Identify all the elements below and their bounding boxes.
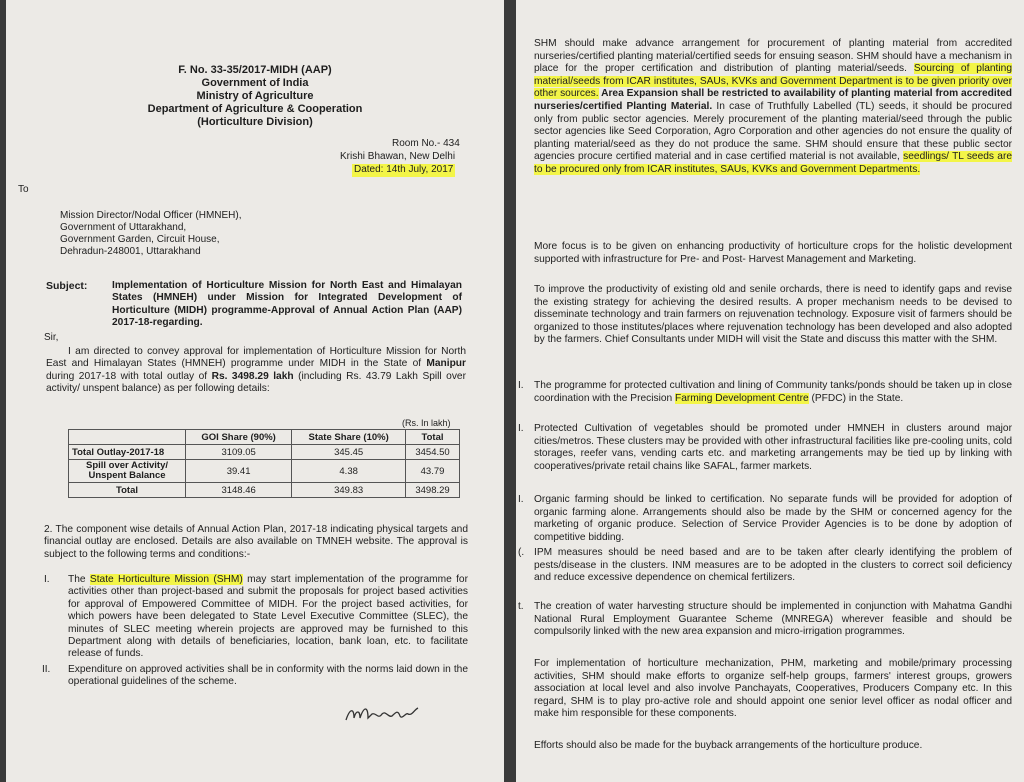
subject-label: Subject: <box>46 280 88 292</box>
table-cell: 4.38 <box>292 460 406 483</box>
right-paragraph-2: More focus is to be given on enhancing productivity of horticulture crops for the holistic development supported with infrastructure for Pre- and Post- Harvest Management and Marketing. <box>534 241 1012 265</box>
table-row-label: Spill over Activity/ Unspent Balance <box>69 460 186 483</box>
date: Dated: 14th July, 2017 <box>354 164 454 175</box>
table-cell: 3498.29 <box>406 483 460 498</box>
right-item-marker: I. <box>518 380 524 391</box>
table-header-cell <box>69 430 186 445</box>
salutation: Sir, <box>44 332 59 343</box>
right-item-marker: I. <box>518 494 524 505</box>
table-cell: 345.45 <box>292 445 406 460</box>
table-row <box>69 483 460 498</box>
table-cell: 43.79 <box>406 460 460 483</box>
right-item-marker: t. <box>518 601 524 612</box>
table-row-label: Total <box>69 483 186 498</box>
paragraph-1: I am directed to convey approval for implementation of Horticulture Mission for North East and Himalayan States (HMNEH) programme under MIDH in the State of Manipur during 2017-18 with total outlay of Rs. 3498.29 lakh (including Rs. 43.79 Lakh Spill over activity/ unspent balance) as per following details: <box>46 346 466 395</box>
right-item-marker: I. <box>518 423 524 434</box>
place: Krishi Bhawan, New Delhi <box>340 151 456 162</box>
table-row <box>69 445 460 460</box>
file-number: F. No. 33-35/2017-MIDH (AAP) <box>178 64 332 76</box>
unit-label: (Rs. In lakh) <box>402 418 451 428</box>
division: (Horticulture Division) <box>197 116 313 128</box>
table-header-cell: Total <box>406 430 460 445</box>
item-2-text: Expenditure on approved activities shall be in conformity with the norms laid down in the operational guidelines of the scheme. <box>68 664 468 688</box>
table-cell: 3454.50 <box>406 445 460 460</box>
signature-icon <box>342 702 422 726</box>
room-number: Room No.- 434 <box>392 138 460 149</box>
right-paragraph-3: To improve the productivity of existing old and senile orchards, there is need to identify gaps and revise the existing strategy for achieving the desired results. A proper mechanism needs to be devised to disseminate technology and train farmers on rejuvenation technology. Exposure visit of farmers should be organized to those institutes/places where rejuvenation technology has been developed and also adopted by the farmers. Chief Consultants under MIDH will visit the State and discuss this matter with the SHM. <box>534 284 1012 346</box>
department: Department of Agriculture & Cooperation <box>147 103 363 115</box>
government: Government of India <box>201 77 309 89</box>
right-paragraph-9: For implementation of horticulture mechanization, PHM, marketing and mobile/primary processing activities, SHM should make efforts to organize self-help groups, farmers' interest groups, growers association at local level and also involve Panchayats, Cooperatives, Producers Company etc. In this regard, SHM is to play pro-active role and should appoint one senior level officer as nodal officer and make him responsible for these components. <box>534 658 1012 720</box>
table-cell: 3148.46 <box>186 483 292 498</box>
address-line-4: Dehradun-248001, Uttarakhand <box>60 246 201 257</box>
financial-table <box>68 429 460 498</box>
address-line-3: Government Garden, Circuit House, <box>60 234 220 245</box>
right-paragraph-8: The creation of water harvesting structure should be implemented in conjunction with Mahatma Gandhi National Rural Employment Guarantee Scheme (MNREGA) wherever feasible and should be compulsorily linked with the new area expansion and micro-irrigation programmes. <box>534 601 1012 638</box>
item-1-marker: I. <box>44 574 50 585</box>
right-paragraph-6: Organic farming should be linked to certification. No separate funds will be provided for adoption of organic farming alone. Arrangements should also be made by the SHM or concerned agency for the marketing of organic produce. Selection of Service Provider Agencies is to be done by adoption of competitive bidding. <box>534 494 1012 543</box>
item-2-marker: II. <box>42 664 51 675</box>
right-item-marker: (. <box>518 547 525 558</box>
subject-text: Implementation of Horticulture Mission for North East and Himalayan States (HMNEH) under Mission for Integrated Development of Horticulture (MIDH) programme-Approval of Annual Action Plan (AAP) 2017-18-regarding. <box>112 280 462 329</box>
right-paragraph-1: SHM should make advance arrangement for procurement of planting material from accredited nurseries/certified planting material/certified seeds for ensuing season. SHM should have a mechanism in place for the proper certification and distribution of planting material/seeds. Sourcing of planting material/seeds from ICAR institutes, SAUs, KVKs and Government Department is to be given priority over other sources. Area Expansion shall be restricted to availability of planting material from accredited nurseries/certified Planting Material. In case of Truthfully Labelled (TL) seeds, it should be procured only from public sector agencies. Merely procurement of the planting material/seed through the public sector agencies like Seed Corporation, Agro Corporation and other agencies do not ensure the quality of planting material/seed as they do not produce the same. SHM should ensure that these public sector agencies procure certified material and in case certified material is not available, seedlings/ TL seeds are to be procured only from ICAR institutes, SAUs, KVKs and Government Departments. <box>534 38 1013 175</box>
table-row-label: Total Outlay-2017-18 <box>69 445 186 460</box>
left-page <box>6 0 504 782</box>
paragraph-2: 2. The component wise details of Annual Action Plan, 2017-18 indicating physical targets and financial outlay are enclosed. Details are also available on TMNEH website. The approval is subject to the following terms and conditions:- <box>44 524 468 560</box>
item-1-text: The State Horticulture Mission (SHM) may start implementation of the programme for activities other than project-based and submit the proposals for project based activities for approval of Empowered Committee of MIDH. For the project based activities, for which powers have been delegated to State Level Executive Committee (SLEC), the minutes of SLEC meeting wherein projects are approved may be furnished to this Department along with details of beneficiaries, location, bank loan, etc. to facilitate release of funds. <box>68 574 468 660</box>
right-paragraph-10: Efforts should also be made for the buyback arrangements of the horticulture produce. <box>534 740 923 751</box>
right-page <box>516 0 1024 782</box>
table-header-cell: GOI Share (90%) <box>186 430 292 445</box>
table-header-row <box>69 430 460 445</box>
right-paragraph-4: The programme for protected cultivation and lining of Community tanks/ponds should be taken up in close coordination with the Precision Farming Development Centre (PFDC) in the State. <box>534 380 1012 404</box>
table-cell: 39.41 <box>186 460 292 483</box>
address-line-2: Government of Uttarakhand, <box>60 222 187 233</box>
ministry: Ministry of Agriculture <box>196 90 314 102</box>
table-row <box>69 460 460 483</box>
table-cell: 3109.05 <box>186 445 292 460</box>
right-paragraph-7: IPM measures should be need based and are to be taken after clearly identifying the problem of pests/disease in the clusters. INM measures are to be adopted in the clusters to correct soil deficiency and reduce excessive dependence on chemical fertilizers. <box>534 547 1012 584</box>
address-line-1: Mission Director/Nodal Officer (HMNEH), <box>60 210 242 221</box>
table-header-cell: State Share (10%) <box>292 430 406 445</box>
to-label: To <box>18 184 29 195</box>
table-cell: 349.83 <box>292 483 406 498</box>
right-paragraph-5: Protected Cultivation of vegetables should be promoted under HMNEH in clusters around major cities/metros. These clusters may be provided with other infrastructural facilities like pre-cooling units, cold storages, reefer vans, vending carts etc. and marketing arrangements may be tied up by linking with cooperatives/private retail chains like SAFAL, farmer markets. <box>534 423 1012 472</box>
